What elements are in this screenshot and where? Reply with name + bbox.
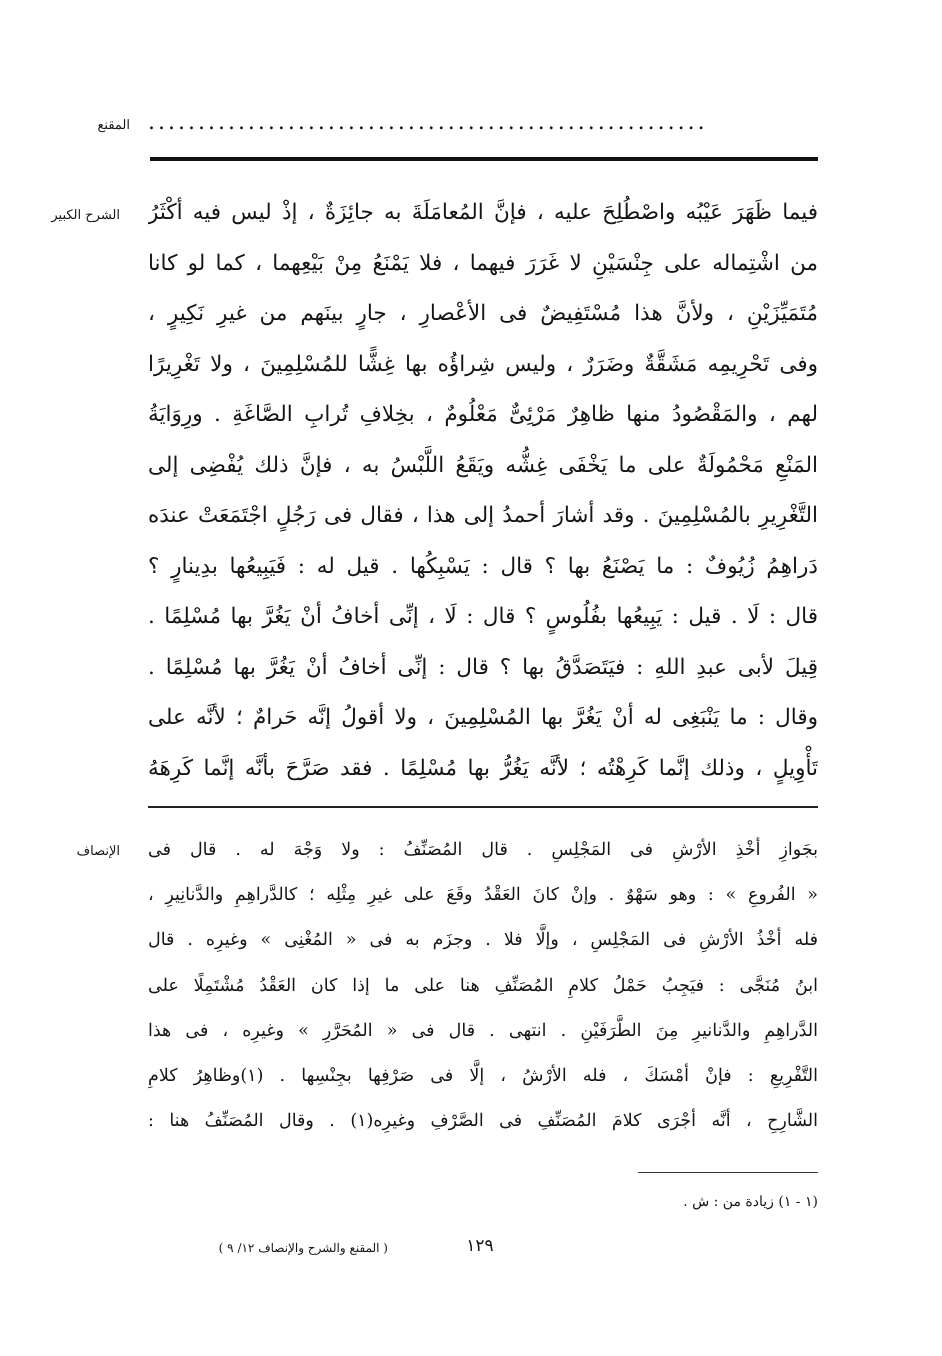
insaf-line: الدَّراهِمِ والدَّنانيرِ مِنَ الطَّرَفَيْنِ . انتهى . قال فى « المُحَرَّرِ » وغيرِه ، فى هذا [148, 1020, 818, 1041]
sharh-line: مُتَمَيِّزَيْنِ ، ولأنَّ هذا مُسْتَفِيضٌ فى الأعْصارِ ، جارٍ بينَهم من غيرِ نَكِيرٍ ، [148, 301, 818, 326]
header-dot-leader: ........................................................ [148, 110, 708, 135]
footnote-rule [638, 1172, 818, 1173]
sharh-line: من اشْتِماله على جِنْسَيْنِ لا غَرَرَ فيهما ، فلا يَمْنَعُ مِنْ بَيْعِهما ، كما لو كانا [148, 250, 818, 276]
header-rule [150, 157, 818, 161]
sharh-line: المَنْعِ مَحْمُولَةٌ على ما يَخْفَى غِشُّه ويَقَعُ اللَّبْسُ به ، فإنَّ ذلك يُفْضِى إلى [148, 452, 818, 478]
sharh-line: وفى تَحْرِيمِه مَشَقَّةٌ وضَرَرٌ ، وليس شِراؤُه بها غِشًّا للمُسْلِمِينَ ، ولا تَغْرِيرًا [148, 351, 818, 377]
sharh-line: لهم ، والمَقْصُودُ منها ظاهِرٌ مَرْئِىٌّ مَعْلُومٌ ، بخِلافِ تُرابِ الصَّاغَةِ . ورِوَايَةُ [148, 402, 818, 427]
footnote: (١ - ١) زيادة من : ش . [683, 1194, 818, 1210]
insaf-text-block [148, 828, 818, 1144]
insaf-line: ابنُ مُنَجَّى : فيَجِبُ حَمْلُ كلامِ المُصَنِّفِ هنا على ما إذا كان العَقْدُ مُشْتَمِلًا على [148, 975, 818, 996]
sharh-line: تَأْوِيلٍ ، وذلك إنَّما كَرِهْتُه ؛ لأنَّه يَغُرُّ بها مُسْلِمًا . فقد صَرَّحَ بأنَّه إنَّما كَرِهَهُ [148, 755, 818, 781]
insaf-line: الشَّارِحِ ، أنَّه أجْرَى كلامَ المُصَنِّفِ فى الصَّرْفِ وغيرِه(١) . وقال المُصَنِّفُ هنا : [148, 1111, 818, 1132]
running-header-title: المقنع [97, 118, 130, 133]
insaf-line: التَّفْرِيعِ : فإنْ أمْسَكَ ، فله الأرْشُ ، إلَّا فى صَرْفِها بجِنْسِها . (١)وظاهِرُ كلامِ [148, 1065, 818, 1086]
sharh-line: التَّغْرِيرِ بالمُسْلِمِينَ . وقد أشارَ أحمدُ إلى هذا ، فقال فى رَجُلٍ اجْتَمَعَتْ عندَه [148, 503, 818, 528]
section-divider [148, 806, 818, 808]
section-label-sharh: الشرح الكبير [51, 208, 120, 223]
page-number: ١٢٩ [466, 1236, 494, 1256]
sharh-line: قال : لَا . قيل : يَبِيعُها بفُلُوسٍ ؟ قال : لَا ، إنِّى أخافُ أنْ يَغُرَّ بها مُسْلِمًا . [148, 604, 818, 629]
sharh-text-block [148, 188, 818, 794]
sharh-line: وقال : ما يَنْبَغِى له أنْ يَغُرَّ بها المُسْلِمِينَ ، ولا أقولُ إنَّه حَرامٌ ؛ لأنَّه على [148, 705, 818, 730]
insaf-line: « الفُروعِ » : وهو سَهْوٌ . وإنْ كانَ العَقْدُ وقَعَ على غيرِ مِثْلِه ؛ كالدَّراهِمِ والدَّنانِيرِ ، [148, 885, 818, 906]
insaf-line: فله أخْذُ الأرْشِ فى المَجْلِسِ ، وإلَّا فلا . وجزَم به فى « المُغْنِى » وغيرِه . قال [148, 930, 818, 951]
sharh-line: قِيلَ لأبى عبدِ اللهِ : فيَتَصَدَّقُ بها ؟ قال : إنِّى أخافُ أنْ يَغُرَّ بها مُسْلِمًا . [148, 654, 818, 680]
print-signature: ( المقنع والشرح والإنصاف ١٢/ ٩ ) [218, 1241, 388, 1255]
insaf-line: بجَوازِ أخْذِ الأرْشِ فى المَجْلِسِ . قال المُصَنِّفُ : ولا وَجْهَ له . قال فى [148, 840, 818, 860]
sharh-line: دَراهِمُ زُيُوفٌ : ما يَصْنَعُ بها ؟ قال : يَسْبِكُها . قيل له : فَيَبِيعُها بدِينارٍ ؟ [148, 553, 818, 579]
sharh-line: فيما ظَهَرَ عَيْبُه واصْطُلِحَ عليه ، فإنَّ المُعامَلَةَ به جائِزَةٌ ، إذْ ليس فيه أكْثَرُ [148, 200, 818, 225]
section-label-insaf: الإنصاف [76, 844, 120, 859]
